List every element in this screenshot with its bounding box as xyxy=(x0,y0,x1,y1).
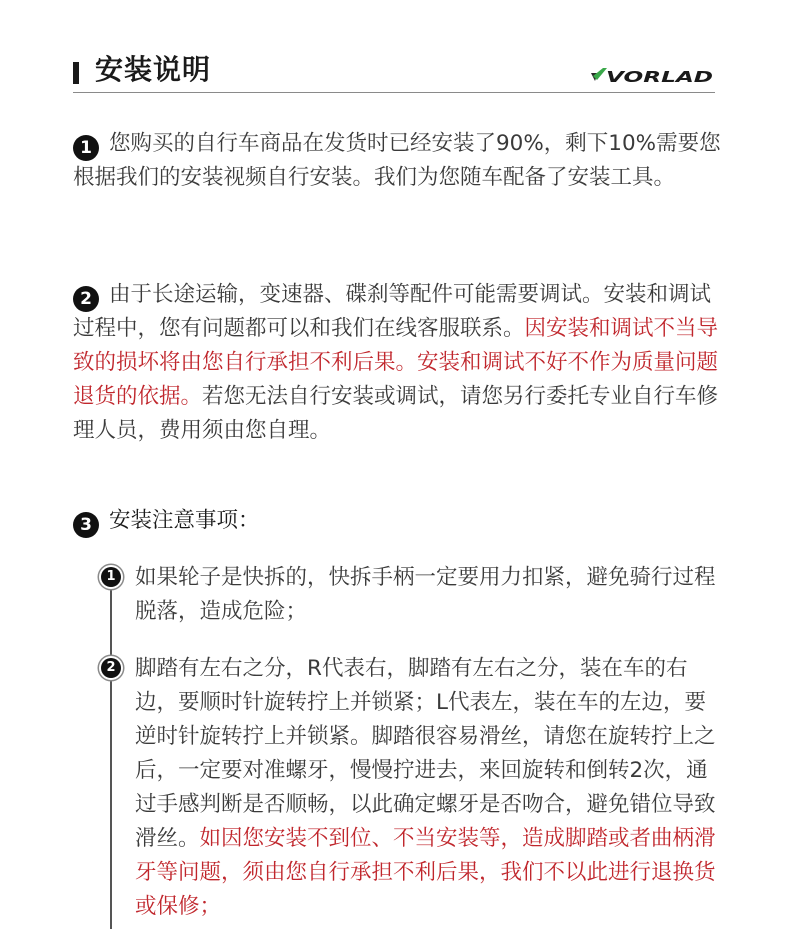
item-text: 由于长途运输，变速器、碟刹等配件可能需要调试。安装和调试过程中，您有问题都可以和我们在线客服联系。 xyxy=(73,282,712,341)
subitem-number-badge: 2 xyxy=(101,658,121,678)
item-number-badge: 3 xyxy=(73,512,99,538)
subitem-number-badge: 1 xyxy=(101,567,121,587)
subitem-text: 如果轮子是快拆的，快拆手柄一定要用力扣紧，避免骑行过程脱落，造成危险； xyxy=(135,565,716,624)
item-number-badge: 1 xyxy=(73,135,99,161)
item-number-badge: 2 xyxy=(73,286,99,312)
page-title: 安装说明 xyxy=(95,53,212,86)
instruction-item-2 xyxy=(73,278,723,448)
subitem-text: 脚踏有左右之分，R代表右，脚踏有左右之分，装在车的右边，要顺时针旋转拧上并锁紧；L代表左，装在车的左边，要逆时针旋转拧上并锁紧。脚踏很容易滑丝，请您在旋转拧上之后，一定要对准螺牙，慢慢拧进去，来回旋转和倒转2次，通过手感判断是否顺畅，以此确定螺牙是否吻合，避免错位导致滑丝。 xyxy=(135,656,716,851)
timeline-line xyxy=(110,588,112,929)
subitem-1 xyxy=(135,561,725,629)
subitem-2 xyxy=(135,652,725,924)
item-text-after: 若您无法自行安装或调试，请您另行委托专业自行车修理人员，费用须由您自理。 xyxy=(73,384,719,443)
warning-text: 因安装和调试不当导致的损坏将由您自行承担不利后果。安装和调试不好不作为质量问题退货的依据。 xyxy=(73,316,719,409)
title-bar-marker xyxy=(73,62,79,84)
instruction-item-1 xyxy=(73,127,723,195)
logo-text: VORLAD xyxy=(606,68,713,86)
warning-text: 如因您安装不到位、不当安装等，造成脚踏或者曲柄滑牙等问题，须由您自行承担不利后果，我们不以此进行退换货或保修； xyxy=(135,826,716,919)
section-header xyxy=(73,52,715,93)
item-text: 您购买的自行车商品在发货时已经安装了90%，剩下10%需要您根据我们的安装视频自行安装。我们为您随车配备了安装工具。 xyxy=(73,131,721,190)
vorlad-logo xyxy=(589,65,715,87)
section-heading: 安装注意事项： xyxy=(109,508,260,533)
instruction-item-3 xyxy=(73,504,723,538)
